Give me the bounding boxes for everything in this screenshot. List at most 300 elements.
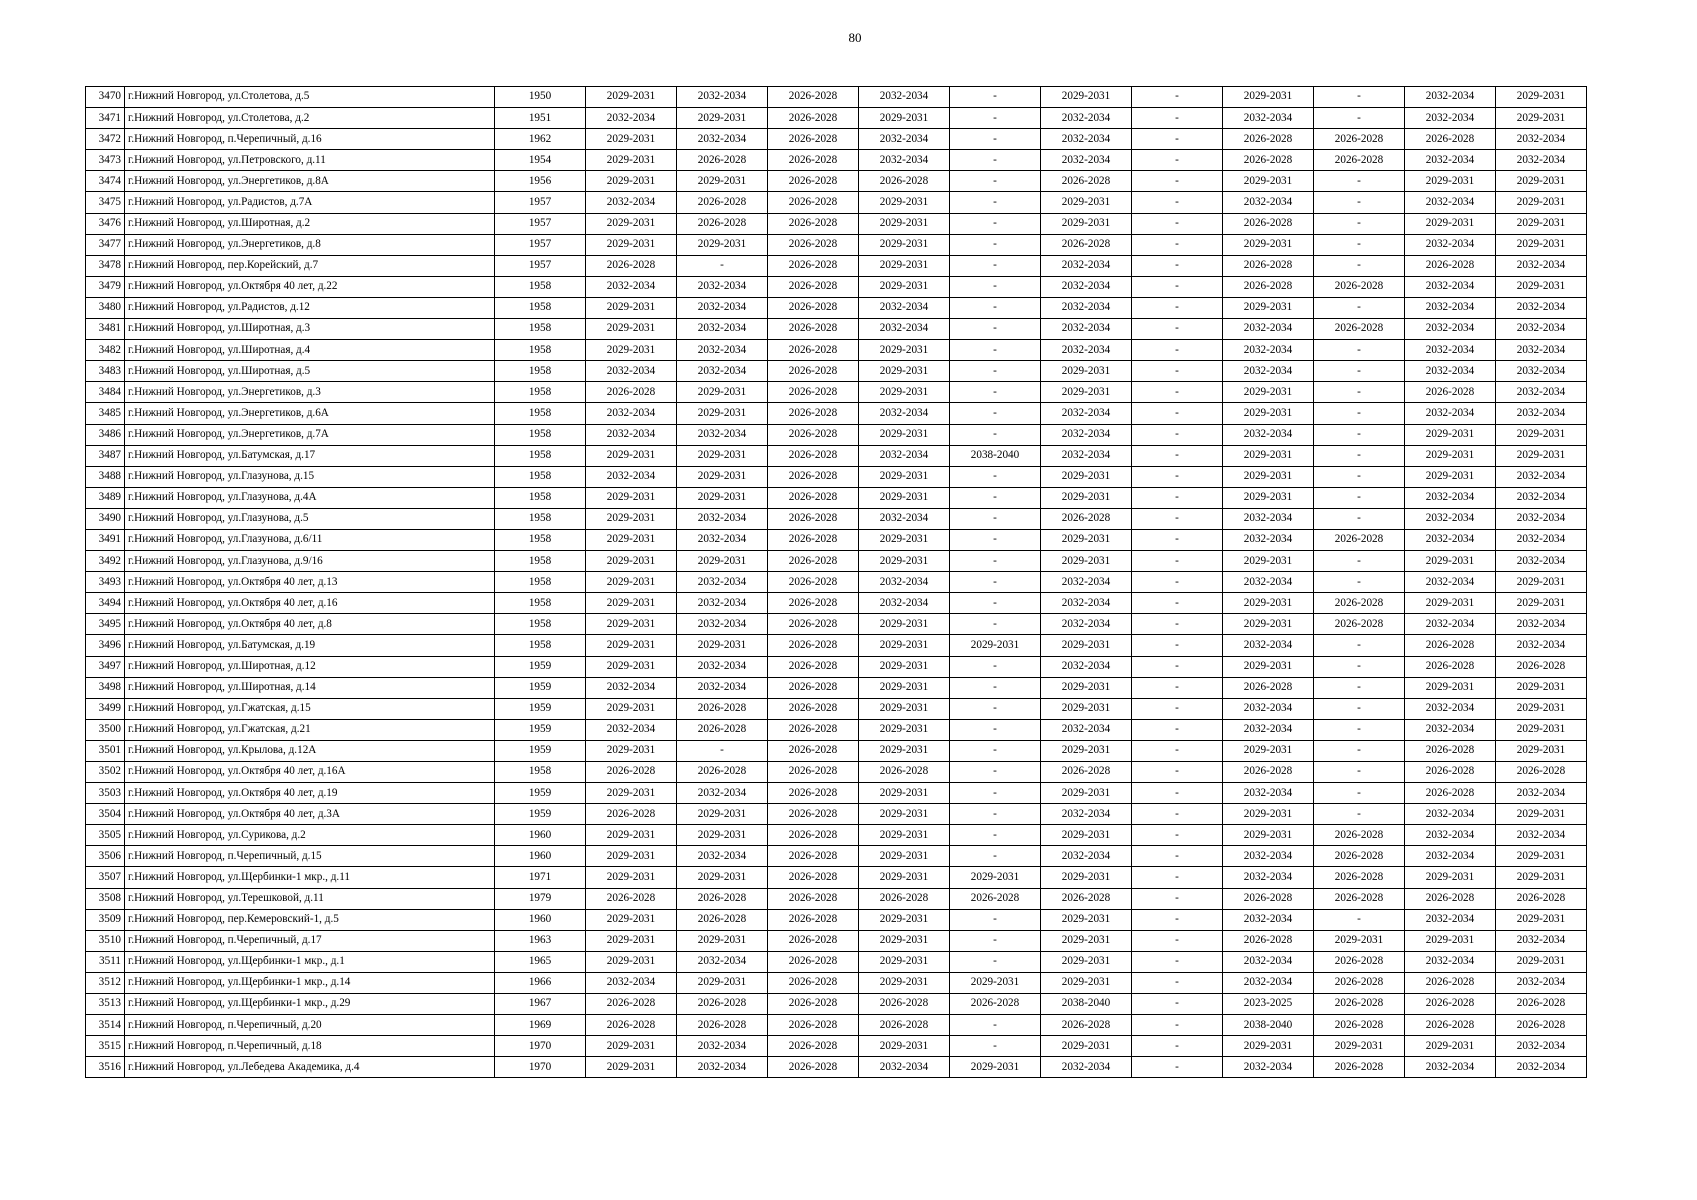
cell-row-number: 3516	[86, 1057, 125, 1078]
cell-term-col-4: 2032-2034	[859, 129, 950, 150]
cell-term-col-3: 2026-2028	[768, 951, 859, 972]
cell-row-number: 3481	[86, 319, 125, 340]
cell-term-col-4: 2029-2031	[859, 804, 950, 825]
cell-address: г.Нижний Новгород, ул.Энергетиков, д.3	[125, 382, 495, 403]
cell-address: г.Нижний Новгород, ул.Широтная, д.5	[125, 361, 495, 382]
cell-term-col-6: 2029-2031	[1041, 87, 1132, 108]
cell-term-col-5: -	[950, 340, 1041, 361]
cell-term-col-3: 2026-2028	[768, 1036, 859, 1057]
cell-term-col-11: 2026-2028	[1496, 1015, 1587, 1036]
cell-term-col-8: 2032-2034	[1223, 108, 1314, 129]
cell-term-col-2: 2032-2034	[677, 361, 768, 382]
cell-term-col-1: 2032-2034	[586, 677, 677, 698]
cell-row-number: 3514	[86, 1015, 125, 1036]
cell-term-col-4: 2029-2031	[859, 972, 950, 993]
cell-term-col-4: 2029-2031	[859, 192, 950, 213]
cell-term-col-10: 2029-2031	[1405, 677, 1496, 698]
cell-term-col-4: 2026-2028	[859, 1015, 950, 1036]
cell-term-col-4: 2029-2031	[859, 340, 950, 361]
cell-row-number: 3479	[86, 276, 125, 297]
cell-term-col-6: 2029-2031	[1041, 698, 1132, 719]
cell-term-col-9: -	[1314, 424, 1405, 445]
cell-address: г.Нижний Новгород, ул.Энергетиков, д.6А	[125, 403, 495, 424]
cell-term-col-5: -	[950, 930, 1041, 951]
cell-term-col-11: 2032-2034	[1496, 340, 1587, 361]
cell-term-col-3: 2026-2028	[768, 403, 859, 424]
cell-term-col-5: -	[950, 614, 1041, 635]
cell-term-col-11: 2029-2031	[1496, 108, 1587, 129]
cell-term-col-11: 2029-2031	[1496, 677, 1587, 698]
cell-row-number: 3513	[86, 994, 125, 1015]
cell-term-col-8: 2026-2028	[1223, 276, 1314, 297]
cell-row-number: 3507	[86, 867, 125, 888]
cell-term-col-6: 2032-2034	[1041, 445, 1132, 466]
cell-term-col-3: 2026-2028	[768, 888, 859, 909]
cell-term-col-8: 2029-2031	[1223, 593, 1314, 614]
cell-term-col-1: 2029-2031	[586, 593, 677, 614]
cell-build-year: 1966	[495, 972, 586, 993]
cell-term-col-2: 2032-2034	[677, 783, 768, 804]
cell-term-col-10: 2029-2031	[1405, 424, 1496, 445]
cell-term-col-10: 2026-2028	[1405, 255, 1496, 276]
cell-term-col-7: -	[1132, 87, 1223, 108]
cell-term-col-6: 2029-2031	[1041, 382, 1132, 403]
cell-term-col-2: -	[677, 740, 768, 761]
cell-build-year: 1959	[495, 677, 586, 698]
table-row	[86, 276, 1587, 297]
table-row	[86, 698, 1587, 719]
cell-term-col-11: 2029-2031	[1496, 276, 1587, 297]
cell-term-col-8: 2029-2031	[1223, 804, 1314, 825]
cell-term-col-3: 2026-2028	[768, 698, 859, 719]
cell-term-col-4: 2029-2031	[859, 424, 950, 445]
cell-build-year: 1957	[495, 213, 586, 234]
cell-term-col-11: 2032-2034	[1496, 361, 1587, 382]
cell-term-col-7: -	[1132, 255, 1223, 276]
cell-term-col-1: 2029-2031	[586, 846, 677, 867]
cell-term-col-4: 2029-2031	[859, 614, 950, 635]
cell-build-year: 1958	[495, 445, 586, 466]
table-row	[86, 403, 1587, 424]
cell-term-col-9: -	[1314, 804, 1405, 825]
cell-row-number: 3482	[86, 340, 125, 361]
cell-address: г.Нижний Новгород, ул.Энергетиков, д.7А	[125, 424, 495, 445]
cell-term-col-9: 2026-2028	[1314, 867, 1405, 888]
cell-term-col-4: 2032-2034	[859, 87, 950, 108]
cell-term-col-2: 2032-2034	[677, 129, 768, 150]
cell-term-col-5: -	[950, 508, 1041, 529]
cell-term-col-11: 2032-2034	[1496, 529, 1587, 550]
table-row	[86, 340, 1587, 361]
cell-term-col-6: 2026-2028	[1041, 1015, 1132, 1036]
cell-term-col-7: -	[1132, 319, 1223, 340]
cell-term-col-4: 2026-2028	[859, 994, 950, 1015]
cell-term-col-9: -	[1314, 108, 1405, 129]
cell-address: г.Нижний Новгород, ул.Радистов, д.12	[125, 297, 495, 318]
table-row	[86, 424, 1587, 445]
cell-term-col-4: 2029-2031	[859, 951, 950, 972]
table-row	[86, 888, 1587, 909]
table-row	[86, 825, 1587, 846]
cell-term-col-7: -	[1132, 951, 1223, 972]
table-row	[86, 1057, 1587, 1078]
cell-term-col-6: 2032-2034	[1041, 614, 1132, 635]
cell-term-col-6: 2038-2040	[1041, 994, 1132, 1015]
cell-term-col-5: -	[950, 783, 1041, 804]
cell-term-col-10: 2032-2034	[1405, 319, 1496, 340]
cell-term-col-11: 2029-2031	[1496, 424, 1587, 445]
cell-term-col-2: 2032-2034	[677, 529, 768, 550]
cell-term-col-8: 2029-2031	[1223, 740, 1314, 761]
cell-term-col-7: -	[1132, 192, 1223, 213]
cell-term-col-7: -	[1132, 593, 1223, 614]
cell-term-col-10: 2032-2034	[1405, 150, 1496, 171]
cell-term-col-3: 2026-2028	[768, 340, 859, 361]
table-row	[86, 129, 1587, 150]
cell-term-col-11: 2026-2028	[1496, 994, 1587, 1015]
table-row	[86, 846, 1587, 867]
cell-term-col-4: 2032-2034	[859, 593, 950, 614]
cell-term-col-8: 2029-2031	[1223, 466, 1314, 487]
cell-address: г.Нижний Новгород, ул.Энергетиков, д.8	[125, 234, 495, 255]
cell-term-col-4: 2029-2031	[859, 382, 950, 403]
cell-build-year: 1957	[495, 234, 586, 255]
cell-term-col-2: 2029-2031	[677, 804, 768, 825]
cell-term-col-11: 2029-2031	[1496, 740, 1587, 761]
cell-term-col-3: 2026-2028	[768, 361, 859, 382]
cell-term-col-10: 2032-2034	[1405, 572, 1496, 593]
cell-term-col-6: 2029-2031	[1041, 192, 1132, 213]
cell-term-col-3: 2026-2028	[768, 445, 859, 466]
cell-term-col-10: 2032-2034	[1405, 192, 1496, 213]
cell-term-col-9: 2026-2028	[1314, 529, 1405, 550]
cell-build-year: 1958	[495, 340, 586, 361]
cell-term-col-5: 2029-2031	[950, 972, 1041, 993]
cell-term-col-5: -	[950, 213, 1041, 234]
cell-term-col-2: 2026-2028	[677, 1015, 768, 1036]
cell-term-col-9: 2026-2028	[1314, 276, 1405, 297]
cell-row-number: 3491	[86, 529, 125, 550]
cell-address: г.Нижний Новгород, ул.Широтная, д.14	[125, 677, 495, 698]
cell-build-year: 1958	[495, 551, 586, 572]
cell-term-col-6: 2029-2031	[1041, 529, 1132, 550]
cell-term-col-11: 2032-2034	[1496, 1036, 1587, 1057]
cell-term-col-6: 2029-2031	[1041, 972, 1132, 993]
cell-term-col-6: 2029-2031	[1041, 213, 1132, 234]
cell-term-col-7: -	[1132, 276, 1223, 297]
cell-term-col-11: 2029-2031	[1496, 951, 1587, 972]
cell-term-col-7: -	[1132, 614, 1223, 635]
cell-term-col-3: 2026-2028	[768, 740, 859, 761]
cell-term-col-2: 2029-2031	[677, 445, 768, 466]
cell-row-number: 3478	[86, 255, 125, 276]
cell-term-col-3: 2026-2028	[768, 276, 859, 297]
cell-build-year: 1960	[495, 909, 586, 930]
cell-term-col-5: 2026-2028	[950, 888, 1041, 909]
cell-term-col-8: 2029-2031	[1223, 614, 1314, 635]
cell-term-col-3: 2026-2028	[768, 297, 859, 318]
cell-term-col-8: 2026-2028	[1223, 762, 1314, 783]
cell-term-col-1: 2032-2034	[586, 192, 677, 213]
cell-term-col-2: 2026-2028	[677, 150, 768, 171]
cell-term-col-7: -	[1132, 783, 1223, 804]
cell-row-number: 3477	[86, 234, 125, 255]
cell-term-col-2: 2032-2034	[677, 951, 768, 972]
cell-term-col-7: -	[1132, 635, 1223, 656]
cell-build-year: 1958	[495, 382, 586, 403]
cell-term-col-4: 2029-2031	[859, 466, 950, 487]
cell-term-col-6: 2032-2034	[1041, 1057, 1132, 1078]
cell-term-col-1: 2029-2031	[586, 87, 677, 108]
cell-term-col-8: 2038-2040	[1223, 1015, 1314, 1036]
cell-term-col-7: -	[1132, 171, 1223, 192]
cell-term-col-2: 2032-2034	[677, 572, 768, 593]
table-row	[86, 382, 1587, 403]
cell-term-col-3: 2026-2028	[768, 635, 859, 656]
cell-build-year: 1951	[495, 108, 586, 129]
cell-term-col-10: 2029-2031	[1405, 867, 1496, 888]
cell-term-col-3: 2026-2028	[768, 572, 859, 593]
cell-term-col-5: -	[950, 677, 1041, 698]
cell-term-col-3: 2026-2028	[768, 424, 859, 445]
cell-term-col-2: 2032-2034	[677, 424, 768, 445]
cell-address: г.Нижний Новгород, п.Черепичный, д.17	[125, 930, 495, 951]
cell-term-col-2: 2032-2034	[677, 1057, 768, 1078]
cell-build-year: 1969	[495, 1015, 586, 1036]
cell-term-col-6: 2026-2028	[1041, 888, 1132, 909]
cell-term-col-5: -	[950, 255, 1041, 276]
cell-term-col-5: -	[950, 319, 1041, 340]
cell-address: г.Нижний Новгород, ул.Терешковой, д.11	[125, 888, 495, 909]
cell-term-col-4: 2029-2031	[859, 529, 950, 550]
cell-term-col-7: -	[1132, 762, 1223, 783]
cell-build-year: 1970	[495, 1036, 586, 1057]
cell-term-col-5: -	[950, 572, 1041, 593]
cell-term-col-6: 2029-2031	[1041, 825, 1132, 846]
cell-term-col-8: 2032-2034	[1223, 340, 1314, 361]
cell-term-col-1: 2029-2031	[586, 129, 677, 150]
cell-term-col-5: -	[950, 424, 1041, 445]
table-row	[86, 656, 1587, 677]
cell-term-col-1: 2032-2034	[586, 276, 677, 297]
cell-term-col-3: 2026-2028	[768, 508, 859, 529]
cell-row-number: 3494	[86, 593, 125, 614]
cell-term-col-11: 2032-2034	[1496, 1057, 1587, 1078]
cell-term-col-10: 2032-2034	[1405, 234, 1496, 255]
cell-term-col-1: 2026-2028	[586, 762, 677, 783]
cell-term-col-5: -	[950, 551, 1041, 572]
cell-term-col-9: 2026-2028	[1314, 951, 1405, 972]
cell-term-col-3: 2026-2028	[768, 1015, 859, 1036]
cell-term-col-2: 2026-2028	[677, 909, 768, 930]
cell-address: г.Нижний Новгород, п.Черепичный, д.20	[125, 1015, 495, 1036]
cell-term-col-8: 2023-2025	[1223, 994, 1314, 1015]
cell-term-col-6: 2032-2034	[1041, 129, 1132, 150]
cell-term-col-9: -	[1314, 171, 1405, 192]
cell-term-col-3: 2026-2028	[768, 213, 859, 234]
cell-term-col-2: 2029-2031	[677, 108, 768, 129]
cell-term-col-9: -	[1314, 466, 1405, 487]
cell-term-col-5: -	[950, 192, 1041, 213]
cell-term-col-10: 2032-2034	[1405, 297, 1496, 318]
cell-term-col-10: 2026-2028	[1405, 635, 1496, 656]
cell-term-col-8: 2029-2031	[1223, 487, 1314, 508]
cell-term-col-11: 2032-2034	[1496, 508, 1587, 529]
cell-term-col-9: -	[1314, 87, 1405, 108]
cell-term-col-6: 2029-2031	[1041, 783, 1132, 804]
cell-term-col-11: 2032-2034	[1496, 255, 1587, 276]
cell-term-col-11: 2029-2031	[1496, 171, 1587, 192]
cell-term-col-3: 2026-2028	[768, 867, 859, 888]
cell-term-col-5: -	[950, 487, 1041, 508]
cell-row-number: 3486	[86, 424, 125, 445]
cell-term-col-4: 2029-2031	[859, 677, 950, 698]
cell-term-col-3: 2026-2028	[768, 319, 859, 340]
table-row	[86, 994, 1587, 1015]
cell-term-col-10: 2032-2034	[1405, 276, 1496, 297]
cell-address: г.Нижний Новгород, п.Черепичный, д.15	[125, 846, 495, 867]
cell-term-col-1: 2029-2031	[586, 319, 677, 340]
table-row	[86, 740, 1587, 761]
table-row	[86, 297, 1587, 318]
cell-term-col-10: 2032-2034	[1405, 846, 1496, 867]
cell-term-col-10: 2026-2028	[1405, 1015, 1496, 1036]
cell-address: г.Нижний Новгород, ул.Октября 40 лет, д.19	[125, 783, 495, 804]
cell-term-col-2: 2029-2031	[677, 930, 768, 951]
cell-row-number: 3505	[86, 825, 125, 846]
cell-term-col-4: 2032-2034	[859, 1057, 950, 1078]
cell-term-col-7: -	[1132, 930, 1223, 951]
cell-term-col-2: 2032-2034	[677, 319, 768, 340]
cell-term-col-7: -	[1132, 487, 1223, 508]
cell-term-col-9: -	[1314, 635, 1405, 656]
cell-term-col-1: 2026-2028	[586, 804, 677, 825]
cell-term-col-11: 2029-2031	[1496, 445, 1587, 466]
cell-address: г.Нижний Новгород, ул.Щербинки-1 мкр., д.14	[125, 972, 495, 993]
cell-term-col-6: 2029-2031	[1041, 930, 1132, 951]
cell-term-col-9: 2026-2028	[1314, 1015, 1405, 1036]
cell-term-col-11: 2029-2031	[1496, 192, 1587, 213]
cell-term-col-11: 2032-2034	[1496, 972, 1587, 993]
cell-term-col-3: 2026-2028	[768, 234, 859, 255]
cell-address: г.Нижний Новгород, ул.Октября 40 лет, д.13	[125, 572, 495, 593]
cell-term-col-11: 2029-2031	[1496, 867, 1587, 888]
cell-term-col-11: 2032-2034	[1496, 382, 1587, 403]
cell-term-col-6: 2029-2031	[1041, 635, 1132, 656]
cell-term-col-10: 2032-2034	[1405, 403, 1496, 424]
cell-term-col-5: -	[950, 951, 1041, 972]
cell-row-number: 3485	[86, 403, 125, 424]
cell-term-col-2: 2032-2034	[677, 340, 768, 361]
cell-term-col-10: 2032-2034	[1405, 698, 1496, 719]
cell-term-col-10: 2032-2034	[1405, 804, 1496, 825]
cell-row-number: 3510	[86, 930, 125, 951]
cell-term-col-9: -	[1314, 740, 1405, 761]
cell-term-col-2: 2032-2034	[677, 276, 768, 297]
cell-term-col-4: 2029-2031	[859, 551, 950, 572]
cell-term-col-4: 2032-2034	[859, 572, 950, 593]
cell-row-number: 3490	[86, 508, 125, 529]
cell-term-col-10: 2032-2034	[1405, 487, 1496, 508]
cell-address: г.Нижний Новгород, ул.Широтная, д.2	[125, 213, 495, 234]
cell-build-year: 1967	[495, 994, 586, 1015]
cell-term-col-3: 2026-2028	[768, 171, 859, 192]
cell-term-col-4: 2026-2028	[859, 762, 950, 783]
cell-term-col-4: 2026-2028	[859, 888, 950, 909]
cell-term-col-3: 2026-2028	[768, 930, 859, 951]
cell-term-col-3: 2026-2028	[768, 656, 859, 677]
cell-term-col-6: 2029-2031	[1041, 867, 1132, 888]
cell-term-col-8: 2029-2031	[1223, 1036, 1314, 1057]
cell-term-col-4: 2029-2031	[859, 635, 950, 656]
table-row	[86, 804, 1587, 825]
cell-term-col-1: 2029-2031	[586, 572, 677, 593]
cell-term-col-1: 2029-2031	[586, 614, 677, 635]
cell-term-col-5: -	[950, 909, 1041, 930]
cell-term-col-4: 2026-2028	[859, 171, 950, 192]
cell-term-col-8: 2029-2031	[1223, 382, 1314, 403]
cell-term-col-7: -	[1132, 719, 1223, 740]
cell-term-col-6: 2032-2034	[1041, 403, 1132, 424]
cell-term-col-2: 2029-2031	[677, 972, 768, 993]
cell-term-col-5: -	[950, 234, 1041, 255]
cell-row-number: 3488	[86, 466, 125, 487]
cell-term-col-10: 2029-2031	[1405, 930, 1496, 951]
cell-term-col-4: 2029-2031	[859, 487, 950, 508]
cell-term-col-8: 2032-2034	[1223, 572, 1314, 593]
cell-term-col-9: -	[1314, 445, 1405, 466]
cell-term-col-5: -	[950, 1036, 1041, 1057]
cell-term-col-1: 2029-2031	[586, 487, 677, 508]
cell-term-col-11: 2029-2031	[1496, 213, 1587, 234]
cell-term-col-4: 2029-2031	[859, 276, 950, 297]
cell-address: г.Нижний Новгород, ул.Октября 40 лет, д.8	[125, 614, 495, 635]
cell-build-year: 1960	[495, 846, 586, 867]
cell-address: г.Нижний Новгород, ул.Щербинки-1 мкр., д.11	[125, 867, 495, 888]
table-row	[86, 529, 1587, 550]
cell-address: г.Нижний Новгород, ул.Гжатская, д.21	[125, 719, 495, 740]
cell-address: г.Нижний Новгород, ул.Щербинки-1 мкр., д.29	[125, 994, 495, 1015]
cell-term-col-8: 2029-2031	[1223, 551, 1314, 572]
table-row	[86, 614, 1587, 635]
cell-term-col-4: 2029-2031	[859, 930, 950, 951]
cell-term-col-8: 2029-2031	[1223, 656, 1314, 677]
cell-term-col-3: 2026-2028	[768, 87, 859, 108]
cell-term-col-4: 2032-2034	[859, 508, 950, 529]
cell-term-col-1: 2029-2031	[586, 171, 677, 192]
cell-term-col-8: 2029-2031	[1223, 825, 1314, 846]
cell-term-col-5: 2029-2031	[950, 1057, 1041, 1078]
cell-term-col-1: 2029-2031	[586, 445, 677, 466]
cell-term-col-9: 2026-2028	[1314, 972, 1405, 993]
cell-term-col-11: 2032-2034	[1496, 466, 1587, 487]
cell-term-col-2: 2026-2028	[677, 719, 768, 740]
cell-term-col-3: 2026-2028	[768, 150, 859, 171]
cell-term-col-6: 2032-2034	[1041, 572, 1132, 593]
cell-term-col-9: 2026-2028	[1314, 846, 1405, 867]
cell-term-col-7: -	[1132, 529, 1223, 550]
cell-term-col-1: 2029-2031	[586, 825, 677, 846]
cell-term-col-6: 2032-2034	[1041, 656, 1132, 677]
cell-term-col-10: 2032-2034	[1405, 825, 1496, 846]
cell-term-col-10: 2029-2031	[1405, 551, 1496, 572]
cell-build-year: 1959	[495, 740, 586, 761]
cell-address: г.Нижний Новгород, ул.Октября 40 лет, д.3А	[125, 804, 495, 825]
cell-address: г.Нижний Новгород, ул.Глазунова, д.15	[125, 466, 495, 487]
cell-term-col-1: 2032-2034	[586, 108, 677, 129]
cell-term-col-6: 2032-2034	[1041, 276, 1132, 297]
cell-term-col-3: 2026-2028	[768, 255, 859, 276]
